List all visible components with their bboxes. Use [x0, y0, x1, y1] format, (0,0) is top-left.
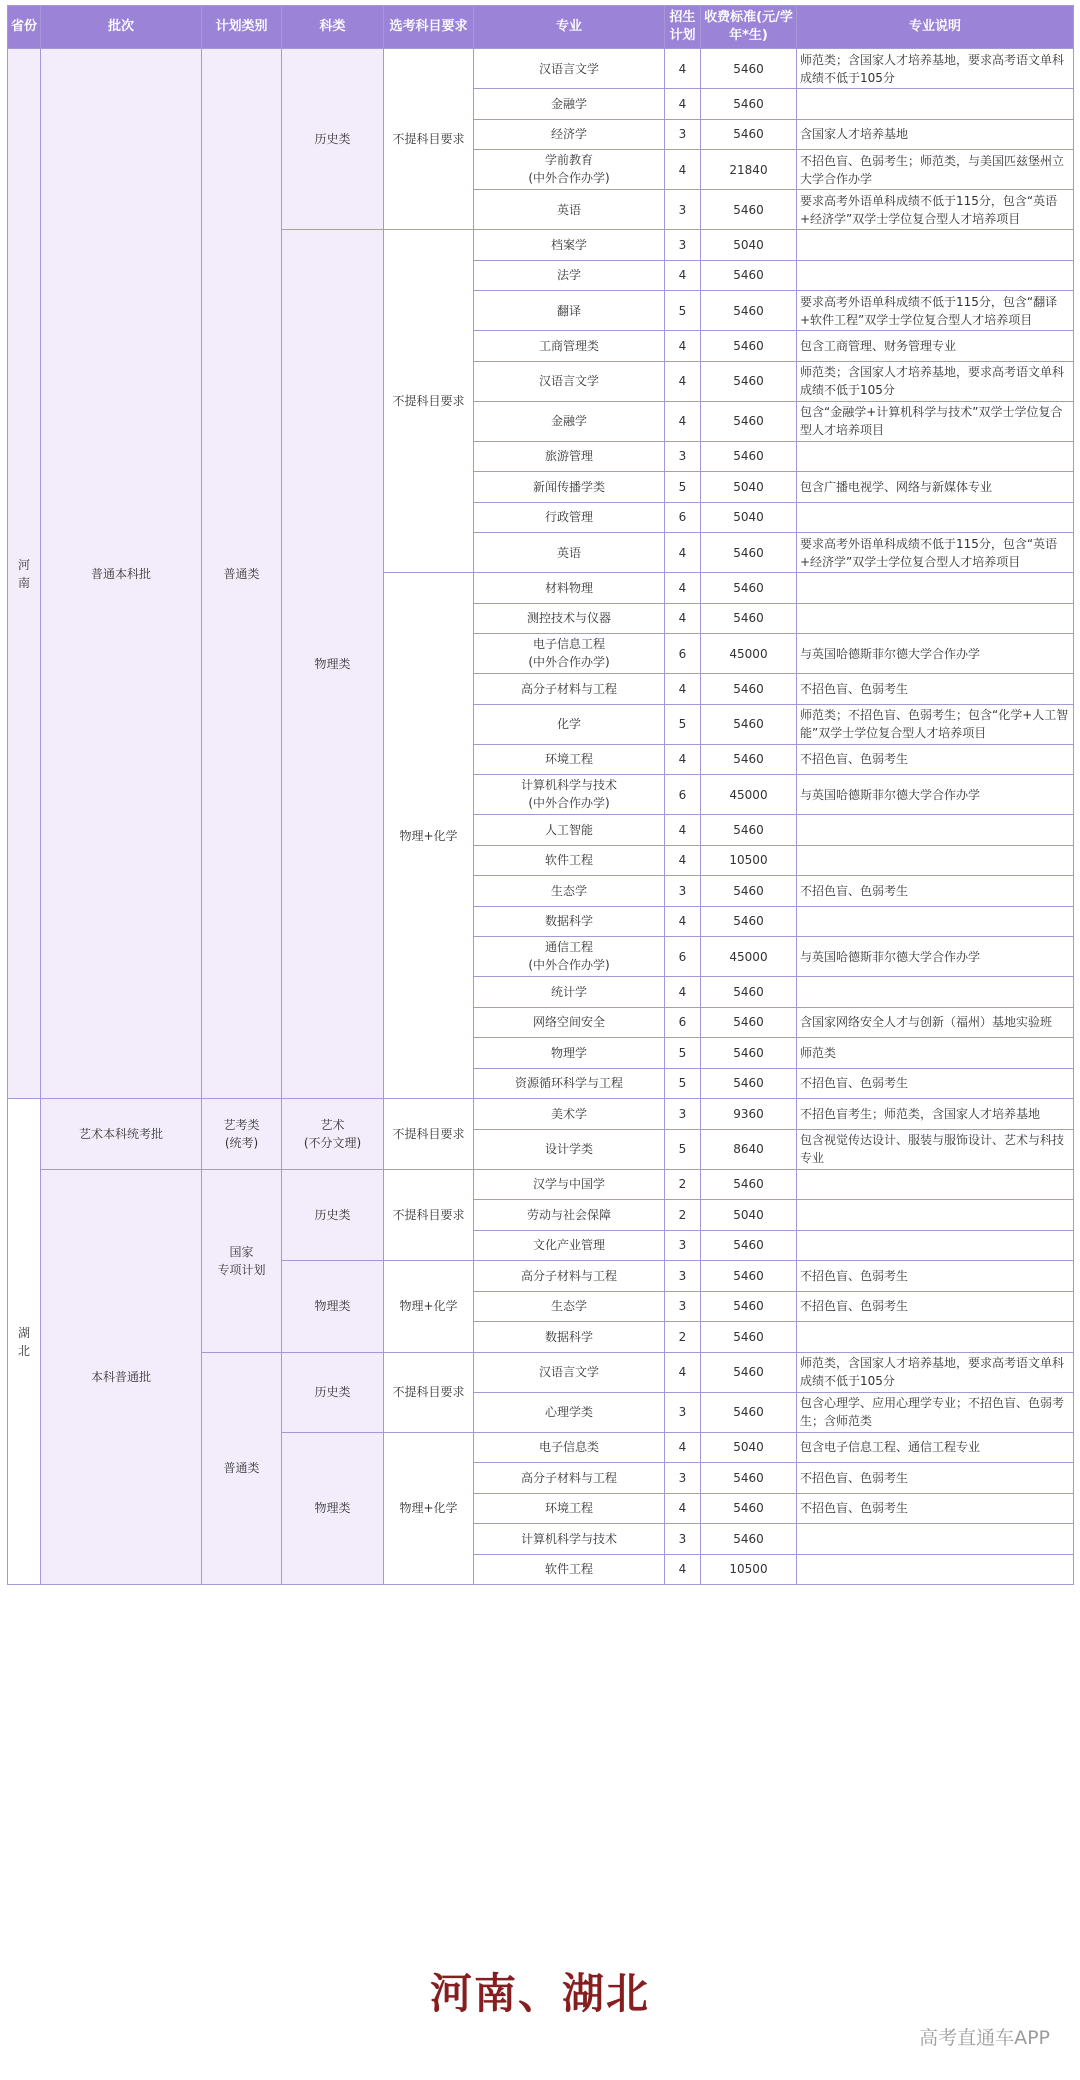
- note-cell: 包含电子信息工程、通信工程专业: [797, 1432, 1074, 1463]
- note-cell: [797, 502, 1074, 533]
- header-cell: 专业: [474, 6, 665, 49]
- note-cell: [797, 1230, 1074, 1261]
- plan-count-cell: 4: [665, 1493, 701, 1524]
- fee-cell: 5460: [701, 441, 797, 472]
- page-title: 河南、湖北: [429, 1969, 650, 2018]
- fee-cell: 10500: [701, 845, 797, 876]
- fee-cell: 5460: [701, 1261, 797, 1292]
- note-cell: 含国家人才培养基地: [797, 119, 1074, 150]
- note-cell: [797, 1200, 1074, 1231]
- major-cell: 旅游管理: [474, 441, 665, 472]
- table-body: [8, 49, 1074, 1585]
- note-cell: 与英国哈德斯菲尔德大学合作办学: [797, 775, 1074, 815]
- note-cell: 师范类: [797, 1038, 1074, 1069]
- note-cell: 师范类；含国家人才培养基地，要求高考语文单科成绩不低于105分: [797, 361, 1074, 401]
- fee-cell: 5460: [701, 1493, 797, 1524]
- fee-cell: 5040: [701, 1432, 797, 1463]
- major-cell: 软件工程: [474, 845, 665, 876]
- note-cell: 师范类，含国家人才培养基地，要求高考语文单科成绩不低于105分: [797, 1352, 1074, 1392]
- note-cell: 不招色盲、色弱考生: [797, 1261, 1074, 1292]
- plan-count-cell: 4: [665, 150, 701, 190]
- fee-cell: 5040: [701, 1200, 797, 1231]
- plan-count-cell: 4: [665, 1554, 701, 1585]
- note-cell: 包含视觉传达设计、服装与服饰设计、艺术与科技专业: [797, 1129, 1074, 1169]
- subject-cell: 物理类: [282, 1432, 384, 1585]
- plan-count-cell: 5: [665, 291, 701, 331]
- note-cell: [797, 260, 1074, 291]
- plan-count-cell: 3: [665, 230, 701, 261]
- note-cell: [797, 1322, 1074, 1353]
- plan-count-cell: 4: [665, 573, 701, 604]
- requirement-cell: 不提科目要求: [384, 230, 474, 573]
- plan-count-cell: 4: [665, 744, 701, 775]
- fee-cell: 5040: [701, 502, 797, 533]
- batch-cell: 普通本科批: [41, 49, 202, 1099]
- subject-cell: 物理类: [282, 230, 384, 1099]
- plan-count-cell: 4: [665, 674, 701, 705]
- major-cell: 工商管理类: [474, 331, 665, 362]
- table-row: [8, 49, 1074, 89]
- plan-count-cell: 4: [665, 906, 701, 937]
- batch-cell: 艺术本科统考批: [41, 1099, 202, 1170]
- subject-cell: 历史类: [282, 49, 384, 230]
- fee-cell: 5460: [701, 291, 797, 331]
- plan-count-cell: 4: [665, 977, 701, 1008]
- fee-cell: 5460: [701, 401, 797, 441]
- fee-cell: 5460: [701, 1463, 797, 1494]
- note-cell: 包含工商管理、财务管理专业: [797, 331, 1074, 362]
- plan-count-cell: 4: [665, 603, 701, 634]
- fee-cell: 21840: [701, 150, 797, 190]
- note-cell: 不招色盲、色弱考生: [797, 876, 1074, 907]
- plan-count-cell: 3: [665, 119, 701, 150]
- note-cell: 师范类；含国家人才培养基地，要求高考语文单科成绩不低于105分: [797, 49, 1074, 89]
- plan-count-cell: 3: [665, 1099, 701, 1130]
- major-cell: 通信工程 (中外合作办学): [474, 937, 665, 977]
- note-cell: 包含“金融学+计算机科学与技术”双学士学位复合型人才培养项目: [797, 401, 1074, 441]
- major-cell: 汉语言文学: [474, 361, 665, 401]
- plan-count-cell: 3: [665, 190, 701, 230]
- note-cell: [797, 89, 1074, 120]
- major-cell: 化学: [474, 704, 665, 744]
- major-cell: 文化产业管理: [474, 1230, 665, 1261]
- major-cell: 环境工程: [474, 744, 665, 775]
- major-cell: 统计学: [474, 977, 665, 1008]
- major-cell: 网络空间安全: [474, 1007, 665, 1038]
- plan-count-cell: 6: [665, 937, 701, 977]
- major-cell: 翻译: [474, 291, 665, 331]
- plan-count-cell: 4: [665, 89, 701, 120]
- major-cell: 英语: [474, 533, 665, 573]
- table-row: [8, 1169, 1074, 1200]
- plan-count-cell: 4: [665, 401, 701, 441]
- plan-count-cell: 3: [665, 876, 701, 907]
- fee-cell: 5460: [701, 119, 797, 150]
- header-cell: 选考科目要求: [384, 6, 474, 49]
- note-cell: 与英国哈德斯菲尔德大学合作办学: [797, 634, 1074, 674]
- fee-cell: 5460: [701, 1038, 797, 1069]
- major-cell: 资源循环科学与工程: [474, 1068, 665, 1099]
- fee-cell: 9360: [701, 1099, 797, 1130]
- requirement-cell: 不提科目要求: [384, 1169, 474, 1261]
- fee-cell: 45000: [701, 775, 797, 815]
- note-cell: 要求高考外语单科成绩不低于115分，包含“翻译+软件工程”双学士学位复合型人才培养项目: [797, 291, 1074, 331]
- plan-count-cell: 6: [665, 775, 701, 815]
- note-cell: [797, 906, 1074, 937]
- major-cell: 高分子材料与工程: [474, 1463, 665, 1494]
- major-cell: 美术学: [474, 1099, 665, 1130]
- plan-count-cell: 3: [665, 441, 701, 472]
- plan-count-cell: 2: [665, 1322, 701, 1353]
- plan-count-cell: 3: [665, 1392, 701, 1432]
- note-cell: 与英国哈德斯菲尔德大学合作办学: [797, 937, 1074, 977]
- fee-cell: 5460: [701, 1392, 797, 1432]
- plan-count-cell: 4: [665, 815, 701, 846]
- watermark-text: 高考直通车APP: [919, 2027, 1050, 2049]
- plan-type-cell: 普通类: [202, 1352, 282, 1585]
- major-cell: 计算机科学与技术 (中外合作办学): [474, 775, 665, 815]
- plan-count-cell: 5: [665, 472, 701, 503]
- requirement-cell: 物理+化学: [384, 1432, 474, 1585]
- note-cell: [797, 1524, 1074, 1555]
- major-cell: 数据科学: [474, 1322, 665, 1353]
- note-cell: 要求高考外语单科成绩不低于115分，包含“英语+经济学”双学士学位复合型人才培养项目: [797, 533, 1074, 573]
- plan-type-cell: 普通类: [202, 49, 282, 1099]
- major-cell: 电子信息类: [474, 1432, 665, 1463]
- major-cell: 金融学: [474, 401, 665, 441]
- batch-cell: 本科普通批: [41, 1169, 202, 1585]
- note-cell: [797, 603, 1074, 634]
- fee-cell: 5460: [701, 1169, 797, 1200]
- plan-count-cell: 4: [665, 49, 701, 89]
- note-cell: 不招色盲、色弱考生；师范类，与美国匹兹堡州立大学合作办学: [797, 150, 1074, 190]
- fee-cell: 5460: [701, 190, 797, 230]
- note-cell: [797, 815, 1074, 846]
- fee-cell: 5460: [701, 906, 797, 937]
- plan-count-cell: 3: [665, 1230, 701, 1261]
- note-cell: [797, 845, 1074, 876]
- major-cell: 英语: [474, 190, 665, 230]
- header-cell: 计划类别: [202, 6, 282, 49]
- fee-cell: 5460: [701, 573, 797, 604]
- note-cell: 不招色盲、色弱考生: [797, 1068, 1074, 1099]
- major-cell: 学前教育 (中外合作办学): [474, 150, 665, 190]
- requirement-cell: 不提科目要求: [384, 49, 474, 230]
- fee-cell: 45000: [701, 634, 797, 674]
- fee-cell: 5460: [701, 331, 797, 362]
- major-cell: 行政管理: [474, 502, 665, 533]
- note-cell: [797, 1169, 1074, 1200]
- subject-cell: 艺术 (不分文理): [282, 1099, 384, 1170]
- major-cell: 测控技术与仪器: [474, 603, 665, 634]
- plan-count-cell: 3: [665, 1524, 701, 1555]
- major-cell: 软件工程: [474, 1554, 665, 1585]
- plan-count-cell: 6: [665, 634, 701, 674]
- fee-cell: 5460: [701, 603, 797, 634]
- admission-plan-table: [7, 5, 1074, 1585]
- plan-count-cell: 6: [665, 1007, 701, 1038]
- fee-cell: 5460: [701, 1230, 797, 1261]
- header-cell: 招生计划: [665, 6, 701, 49]
- major-cell: 生态学: [474, 1291, 665, 1322]
- fee-cell: 5040: [701, 472, 797, 503]
- major-cell: 经济学: [474, 119, 665, 150]
- note-cell: 不招色盲考生；师范类，含国家人才培养基地: [797, 1099, 1074, 1130]
- major-cell: 心理学类: [474, 1392, 665, 1432]
- note-cell: 不招色盲、色弱考生: [797, 674, 1074, 705]
- fee-cell: 5460: [701, 977, 797, 1008]
- fee-cell: 8640: [701, 1129, 797, 1169]
- note-cell: [797, 230, 1074, 261]
- subject-cell: 历史类: [282, 1169, 384, 1261]
- plan-count-cell: 4: [665, 533, 701, 573]
- fee-cell: 5460: [701, 674, 797, 705]
- note-cell: 不招色盲、色弱考生: [797, 1493, 1074, 1524]
- fee-cell: 5460: [701, 1291, 797, 1322]
- fee-cell: 10500: [701, 1554, 797, 1585]
- note-cell: 含国家网络安全人才与创新（福州）基地实验班: [797, 1007, 1074, 1038]
- major-cell: 计算机科学与技术: [474, 1524, 665, 1555]
- major-cell: 汉语言文学: [474, 49, 665, 89]
- note-cell: 不招色盲、色弱考生: [797, 1291, 1074, 1322]
- plan-type-cell: 艺考类 (统考): [202, 1099, 282, 1170]
- plan-count-cell: 4: [665, 361, 701, 401]
- major-cell: 汉语言文学: [474, 1352, 665, 1392]
- header-cell: 科类: [282, 6, 384, 49]
- plan-count-cell: 4: [665, 1432, 701, 1463]
- fee-cell: 5460: [701, 1007, 797, 1038]
- major-cell: 生态学: [474, 876, 665, 907]
- major-cell: 金融学: [474, 89, 665, 120]
- plan-count-cell: 5: [665, 1068, 701, 1099]
- major-cell: 设计学类: [474, 1129, 665, 1169]
- table-row: [8, 1099, 1074, 1130]
- fee-cell: 5460: [701, 815, 797, 846]
- major-cell: 汉学与中国学: [474, 1169, 665, 1200]
- plan-count-cell: 2: [665, 1200, 701, 1231]
- fee-cell: 5460: [701, 1068, 797, 1099]
- plan-count-cell: 4: [665, 1352, 701, 1392]
- fee-cell: 5460: [701, 876, 797, 907]
- header-cell: 专业说明: [797, 6, 1074, 49]
- header-cell: 省份: [8, 6, 41, 49]
- plan-count-cell: 4: [665, 845, 701, 876]
- note-cell: [797, 1554, 1074, 1585]
- fee-cell: 5460: [701, 1524, 797, 1555]
- province-cell: 湖 北: [8, 1099, 41, 1585]
- note-cell: 不招色盲、色弱考生: [797, 1463, 1074, 1494]
- major-cell: 电子信息工程 (中外合作办学): [474, 634, 665, 674]
- province-cell: 河 南: [8, 49, 41, 1099]
- plan-count-cell: 5: [665, 704, 701, 744]
- major-cell: 人工智能: [474, 815, 665, 846]
- fee-cell: 5460: [701, 361, 797, 401]
- fee-cell: 5460: [701, 533, 797, 573]
- plan-count-cell: 4: [665, 260, 701, 291]
- note-cell: [797, 441, 1074, 472]
- fee-cell: 45000: [701, 937, 797, 977]
- major-cell: 数据科学: [474, 906, 665, 937]
- fee-cell: 5460: [701, 1352, 797, 1392]
- fee-cell: 5460: [701, 49, 797, 89]
- plan-count-cell: 3: [665, 1291, 701, 1322]
- note-cell: [797, 977, 1074, 1008]
- major-cell: 物理学: [474, 1038, 665, 1069]
- fee-cell: 5460: [701, 260, 797, 291]
- major-cell: 高分子材料与工程: [474, 674, 665, 705]
- header-cell: 收费标准(元/学年*生): [701, 6, 797, 49]
- subject-cell: 历史类: [282, 1352, 384, 1432]
- note-cell: 不招色盲、色弱考生: [797, 744, 1074, 775]
- note-cell: [797, 573, 1074, 604]
- fee-cell: 5460: [701, 1322, 797, 1353]
- plan-count-cell: 3: [665, 1463, 701, 1494]
- major-cell: 法学: [474, 260, 665, 291]
- note-cell: 包含广播电视学、网络与新媒体专业: [797, 472, 1074, 503]
- plan-count-cell: 5: [665, 1129, 701, 1169]
- requirement-cell: 物理+化学: [384, 1261, 474, 1353]
- major-cell: 环境工程: [474, 1493, 665, 1524]
- major-cell: 材料物理: [474, 573, 665, 604]
- requirement-cell: 物理+化学: [384, 573, 474, 1099]
- major-cell: 高分子材料与工程: [474, 1261, 665, 1292]
- header-cell: 批次: [41, 6, 202, 49]
- plan-count-cell: 4: [665, 331, 701, 362]
- fee-cell: 5460: [701, 89, 797, 120]
- note-cell: 包含心理学、应用心理学专业；不招色盲、色弱考生；含师范类: [797, 1392, 1074, 1432]
- plan-count-cell: 5: [665, 1038, 701, 1069]
- major-cell: 档案学: [474, 230, 665, 261]
- note-cell: 师范类；不招色盲、色弱考生；包含“化学+人工智能”双学士学位复合型人才培养项目: [797, 704, 1074, 744]
- plan-count-cell: 6: [665, 502, 701, 533]
- requirement-cell: 不提科目要求: [384, 1099, 474, 1170]
- note-cell: 要求高考外语单科成绩不低于115分，包含“英语+经济学”双学士学位复合型人才培养项目: [797, 190, 1074, 230]
- plan-count-cell: 3: [665, 1261, 701, 1292]
- fee-cell: 5460: [701, 704, 797, 744]
- plan-type-cell: 国家 专项计划: [202, 1169, 282, 1352]
- plan-count-cell: 2: [665, 1169, 701, 1200]
- fee-cell: 5460: [701, 744, 797, 775]
- requirement-cell: 不提科目要求: [384, 1352, 474, 1432]
- major-cell: 新闻传播学类: [474, 472, 665, 503]
- subject-cell: 物理类: [282, 1261, 384, 1353]
- fee-cell: 5040: [701, 230, 797, 261]
- major-cell: 劳动与社会保障: [474, 1200, 665, 1231]
- header-row: [8, 6, 1074, 49]
